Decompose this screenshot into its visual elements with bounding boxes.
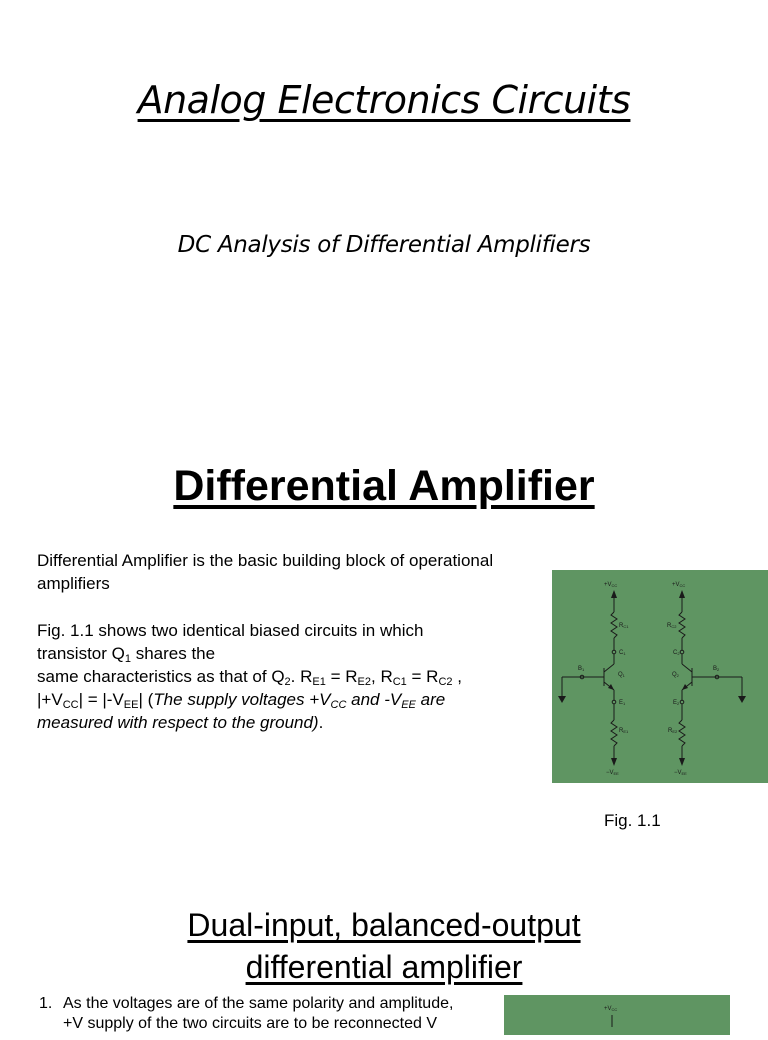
label-vcc-right: +VCC [672, 582, 686, 588]
text-fragment: , R [371, 667, 393, 686]
subscript: EE [401, 699, 416, 711]
text-fragment: = R [325, 667, 358, 686]
text-fragment: , [452, 667, 462, 686]
label-re1: RE1 [619, 728, 629, 734]
numbered-list [39, 994, 485, 1034]
text-fragment: The supply voltages +V [153, 690, 331, 709]
subscript: C1 [392, 676, 407, 688]
circuit-diagram-2 [504, 995, 730, 1035]
label-b2: B2 [713, 666, 720, 672]
slide-title: Analog Electronics Circuits [137, 78, 631, 122]
section-title-dual-input [0, 904, 768, 988]
list-item-number: 1. [39, 995, 53, 1012]
circuit-diagram [552, 570, 768, 783]
label-rc2: RC2 [667, 623, 677, 629]
paragraph-figure-description [37, 619, 537, 734]
text-fragment: and -V [346, 690, 402, 709]
text-line: same characteristics as that of Q [37, 667, 285, 686]
slide-subtitle: DC Analysis of Differential Amplifiers [177, 232, 591, 258]
text-line: As the voltages are of the same polarity and amplitude, [63, 995, 454, 1012]
subscript: EE [123, 699, 139, 711]
text-fragment: . [318, 713, 324, 732]
subscript: CC [62, 699, 79, 711]
label-q2: Q2 [672, 672, 679, 678]
text-fragment: . R [290, 667, 313, 686]
title-line-2: differential amplifier [245, 949, 523, 985]
text-fragment: | ( [138, 690, 154, 709]
text-fragment: are [415, 690, 446, 709]
text-fragment: |+V [37, 690, 63, 709]
label-c1: C1 [619, 650, 626, 656]
subscript: CC [330, 699, 347, 711]
label-vcc-left: +VCC [604, 582, 618, 588]
paragraph-intro: Differential Amplifier is the basic building block of operational amplifiers [37, 551, 494, 593]
label-rc1: RC1 [619, 623, 629, 629]
subscript: 1 [124, 653, 131, 665]
label-e2: E2 [673, 700, 680, 706]
text-fragment: = R [406, 667, 439, 686]
text-line: Fig. 1.1 shows two identical biased circuits in which [37, 621, 424, 640]
subscript: E1 [312, 676, 326, 688]
figure-caption: Fig. 1.1 [604, 811, 661, 830]
label-vee-right: −VEE [674, 770, 687, 776]
circuit-figure-2 [504, 995, 730, 1035]
description-text [37, 549, 537, 734]
section-title-differential-amplifier: Differential Amplifier [173, 462, 595, 510]
text-line: transistor Q [37, 644, 125, 663]
label-c2: C2 [673, 650, 680, 656]
text-line: +V supply of the two circuits are to be reconnected V [63, 1015, 437, 1032]
text-fragment: measured with respect to the ground) [37, 713, 319, 732]
title-line-1: Dual-input, balanced-output [187, 907, 581, 943]
label-e1: E1 [619, 700, 626, 706]
subscript: 2 [284, 676, 291, 688]
list-item [39, 994, 485, 1034]
label-re2: RE2 [668, 728, 678, 734]
list-item-text [63, 994, 485, 1034]
subscript: E2 [357, 676, 371, 688]
text-line: shares the [130, 644, 216, 663]
subscript: C2 [438, 676, 453, 688]
circuit-figure [552, 570, 768, 783]
label-q1: Q1 [618, 672, 625, 678]
label-vcc: +VCC [604, 1006, 618, 1012]
label-b1: B1 [578, 666, 585, 672]
text-fragment: | = |-V [78, 690, 124, 709]
label-vee-left: −VEE [606, 770, 619, 776]
